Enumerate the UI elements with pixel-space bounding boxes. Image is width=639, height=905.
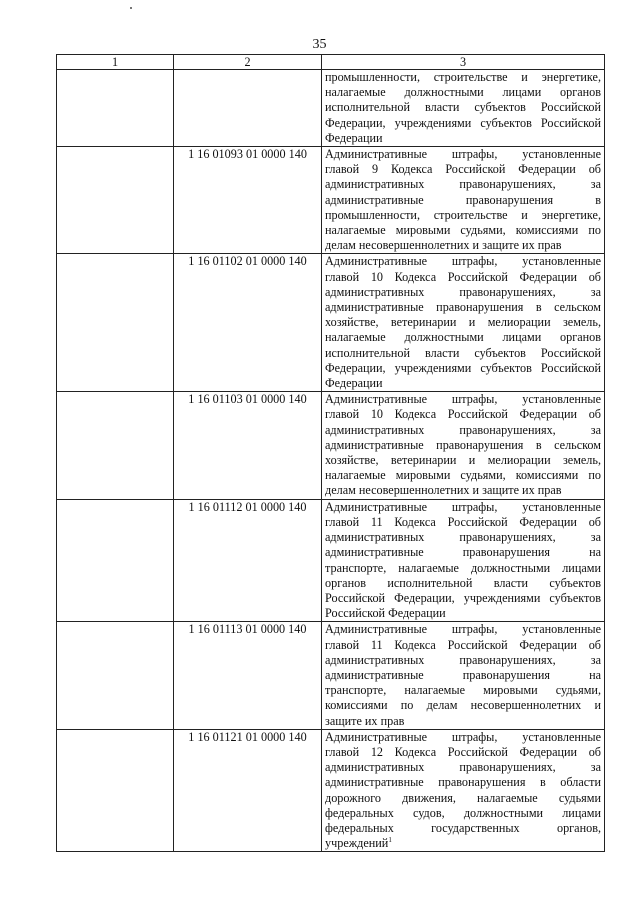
- description-line: промышленности, строительстве и энергетике,: [325, 207, 601, 222]
- description-line: налагаемые мировыми судьями, комиссиями по: [325, 223, 601, 238]
- revenue-description: [322, 499, 605, 622]
- budget-code: 1 16 01112 01 0000 140: [174, 499, 322, 622]
- table-row: [57, 70, 605, 147]
- column-header-3: 3: [322, 55, 605, 70]
- description-line: Административные штрафы, установленные: [325, 392, 601, 407]
- table-row: [57, 147, 605, 254]
- description-line: административных правонарушениях, за: [325, 284, 601, 299]
- revenue-description: [322, 147, 605, 254]
- description-line: Административные штрафы, установленные: [325, 499, 601, 514]
- description-line: главой 11 Кодекса Российской Федерации об: [325, 637, 601, 652]
- table-header-row: [57, 55, 605, 70]
- description-line: органов исполнительной власти субъектов: [325, 575, 601, 590]
- description-line: защите их прав: [325, 713, 405, 728]
- description-line: налагаемые должностными лицами органов: [325, 85, 601, 100]
- description-line: главой 12 Кодекса Российской Федерации об: [325, 744, 601, 759]
- budget-code: [174, 70, 322, 147]
- budget-code: 1 16 01102 01 0000 140: [174, 254, 322, 392]
- description-line: комиссиями по делам несовершеннолетних и: [325, 698, 601, 713]
- description-line: административные правонарушения в сельском: [325, 437, 601, 452]
- description-line: административных правонарушениях, за: [325, 760, 601, 775]
- revenue-description: [322, 254, 605, 392]
- budget-code: 1 16 01121 01 0000 140: [174, 729, 322, 852]
- description-line: административные правонарушения в области: [325, 775, 601, 790]
- budget-code: 1 16 01093 01 0000 140: [174, 147, 322, 254]
- table-row: [57, 254, 605, 392]
- description-line: административные правонарушения на: [325, 667, 601, 682]
- row-col1-cell: [57, 392, 174, 499]
- description-line: административных правонарушениях, за: [325, 530, 601, 545]
- description-line: налагаемые должностными лицами органов: [325, 330, 601, 345]
- description-line: главой 11 Кодекса Российской Федерации об: [325, 514, 601, 529]
- row-col1-cell: [57, 622, 174, 729]
- description-line: налагаемые мировыми судьями, комиссиями по: [325, 468, 601, 483]
- description-line: Федерации: [325, 376, 383, 391]
- scan-speck: [130, 7, 132, 9]
- description-line: исполнительной власти субъектов Российской: [325, 345, 601, 360]
- description-line: хозяйстве, ветеринарии и мелиорации земель,: [325, 315, 601, 330]
- description-line: Российской Федерации, учреждениями субъектов: [325, 590, 601, 605]
- row-col1-cell: [57, 729, 174, 852]
- description-line: транспорте, налагаемые мировыми судьями,: [325, 683, 601, 698]
- row-col1-cell: [57, 147, 174, 254]
- description-line: дорожного движения, налагаемые судьями: [325, 790, 601, 805]
- description-line: административные правонарушения в: [325, 192, 601, 207]
- description-line: Федерации: [325, 130, 383, 145]
- budget-code: 1 16 01113 01 0000 140: [174, 622, 322, 729]
- row-col1-cell: [57, 499, 174, 622]
- description-line: административных правонарушениях, за: [325, 177, 601, 192]
- description-line: хозяйстве, ветеринарии и мелиорации земель,: [325, 453, 601, 468]
- table-row: [57, 622, 605, 729]
- revenue-description: [322, 70, 605, 147]
- description-line: делам несовершеннолетних и защите их прав: [325, 238, 562, 253]
- row-col1-cell: [57, 70, 174, 147]
- budget-code: 1 16 01103 01 0000 140: [174, 392, 322, 499]
- table-row: [57, 729, 605, 852]
- footnote-marker: 1: [388, 836, 392, 845]
- description-line: транспорте, налагаемые должностными лицами: [325, 560, 601, 575]
- description-line: федеральных судов, должностными лицами: [325, 805, 601, 820]
- description-line: исполнительной власти субъектов Российской: [325, 100, 601, 115]
- description-line: административных правонарушениях, за: [325, 422, 601, 437]
- description-line: Административные штрафы, установленные: [325, 729, 601, 744]
- description-line: федеральных государственных органов,: [325, 820, 601, 835]
- revenue-description: [322, 729, 605, 852]
- description-line: учреждений$^1$: [325, 836, 392, 851]
- description-line: делам несовершеннолетних и защите их прав: [325, 483, 562, 498]
- description-line: Административные штрафы, установленные: [325, 622, 601, 637]
- description-line: Федерации, учреждениями субъектов Российской: [325, 115, 601, 130]
- description-line: административных правонарушениях, за: [325, 652, 601, 667]
- description-line: административные правонарушения на: [325, 545, 601, 560]
- description-line: главой 10 Кодекса Российской Федерации об: [325, 407, 601, 422]
- row-col1-cell: [57, 254, 174, 392]
- description-line: Административные штрафы, установленные: [325, 254, 601, 269]
- table-row: [57, 499, 605, 622]
- table-row: [57, 392, 605, 499]
- column-header-1: 1: [57, 55, 174, 70]
- description-line: Российской Федерации: [325, 606, 446, 621]
- description-line: Административные штрафы, установленные: [325, 147, 601, 162]
- classification-table: [56, 54, 605, 852]
- revenue-description: [322, 622, 605, 729]
- revenue-description: [322, 392, 605, 499]
- description-line: главой 9 Кодекса Российской Федерации об: [325, 162, 601, 177]
- description-line: промышленности, строительстве и энергетике,: [325, 70, 601, 84]
- column-header-2: 2: [174, 55, 322, 70]
- description-line: главой 10 Кодекса Российской Федерации об: [325, 269, 601, 284]
- page-number: 35: [312, 37, 327, 52]
- description-line: административные правонарушения в сельском: [325, 300, 601, 315]
- description-line: Федерации, учреждениями субъектов Российской: [325, 360, 601, 375]
